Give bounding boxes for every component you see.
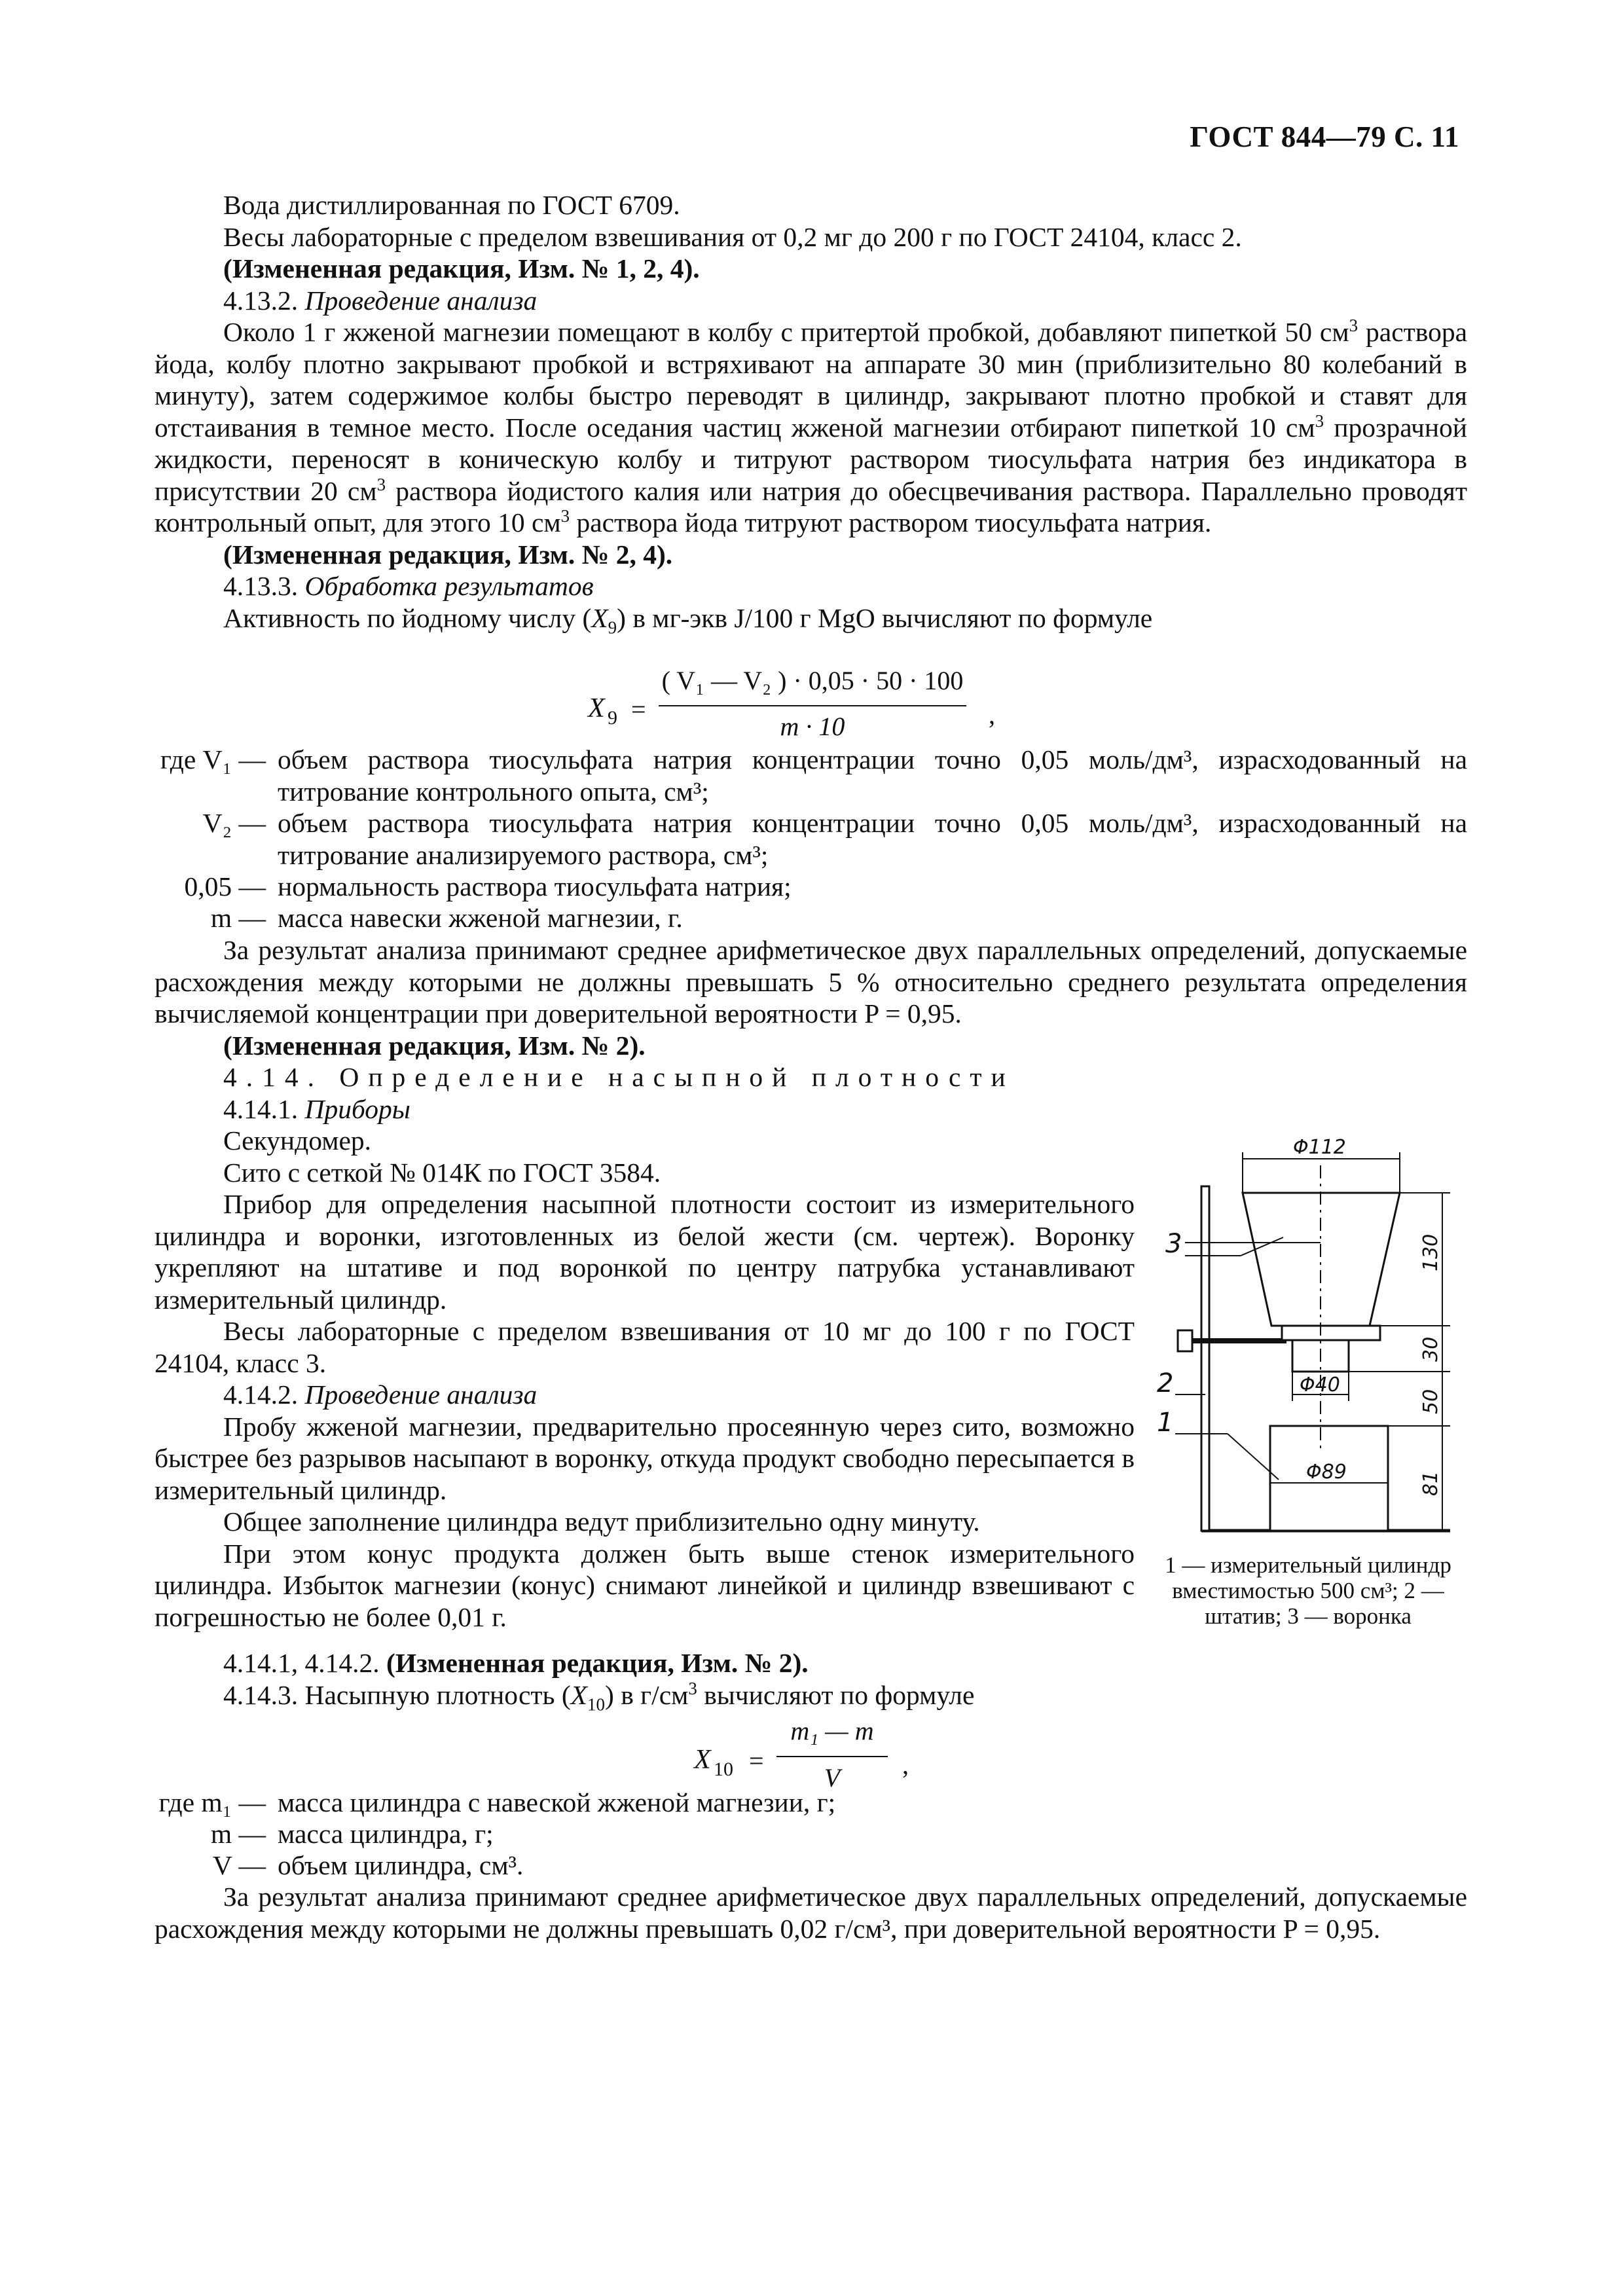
subsection-heading: 4.14.2. Проведение анализа — [223, 1379, 538, 1410]
label-2: 2 — [1157, 1368, 1174, 1398]
section-heading: 4.14. Определение насыпной плотности — [223, 1062, 1015, 1092]
apparatus-drawing — [1149, 1126, 1470, 1545]
paragraph: Общее заполнение цилиндра ведут приблизительно одну минуту. — [223, 1506, 980, 1537]
paragraph: Вода дистиллированная по ГОСТ 6709. — [223, 190, 680, 220]
variables-list-2: где m₁ — масса цилиндра с навеской жженой магнезии, г; m — масса цилиндра, г; V — объем цилиндра, см³. — [158, 1787, 836, 1880]
section-4-14-narrow — [155, 1125, 1135, 1633]
formula-numerator: ( V₁ — V₂ ) · 0,05 · 50 · 100 — [661, 666, 964, 695]
dim-phi40: Φ40 — [1300, 1374, 1340, 1396]
dim-phi89: Φ89 — [1306, 1461, 1347, 1484]
section-4-13-block — [155, 189, 1467, 637]
dim-130: 130 — [1419, 1233, 1442, 1271]
formula-numerator: m₁ — m — [790, 1716, 874, 1745]
paragraph: Секундомер. — [223, 1125, 372, 1156]
fraction-bar — [659, 705, 966, 706]
dim-50: 50 — [1419, 1389, 1442, 1414]
paragraph: Активность по йодному числу $(X_9)$ в мг-экв J/100 г MgO вычисляют по формуле — [223, 602, 1153, 637]
edit-note: 4.14.1, 4.14.2. (Измененная редакция, Изм. № 2). — [223, 1648, 809, 1678]
paragraph: 4.14.3. Насыпную плотность $(X_{10})$ в $г/см^3$ вычисляют по формуле — [223, 1678, 975, 1714]
paragraph: За результат анализа принимают среднее арифметическое двух параллельных определений, допускаемые расхождения между которыми не должны превышать 0,02 г/см³, при доверительной вероятности P = 0,95. — [155, 1882, 1467, 1944]
section-4-14-3-block — [155, 1647, 1467, 1714]
result-block-2 — [155, 1881, 1467, 1944]
paragraph: Пробу жженой магнезии, предварительно просеянную через сито, возможно быстрее без разрывов насыпают в воронку, откуда продукт свободно пересыпается в измерительный цилиндр. — [155, 1411, 1135, 1505]
result-block-1 — [155, 934, 1467, 1125]
dim-30: 30 — [1419, 1336, 1442, 1362]
variables-list-1: где V₁ — объем раствора тиосульфата натрия концентрации точно 0,05 моль/дм³, израсходованный на титрование контрольного опыта, см³; V₂ — объем раствора тиосульфата натрия концентрации точно 0,05 моль/дм³, израсходованный на титрование анализируемого раствора, см³; 0,05 — нормальность раствора тиосульфата натрия; m — масса навески жженой магнезии, г. — [160, 744, 1467, 933]
paragraph: Прибор для определения насыпной плотности состоит из измерительного цилиндра и воронки, изготовленных из белой жести (см. чертеж). Воронку укрепляют на штативе и под воронкой по центру патрубка устанавливают измерительный цилиндр. — [155, 1189, 1135, 1315]
formula-denominator: m · 10 — [780, 712, 845, 741]
paragraph: Около 1 г жженой магнезии помещают в колбу с притертой пробкой, добавляют пипеткой 50 $см^3$ раствора йода, колбу плотно закрывают пробкой и встряхивают на аппарате 30 мин (приблизительно 80 колебаний в минуту), затем содержимое колбы быстро переводят в цилиндр, закрывают плотно пробкой и ставят для отстаивания в темное место. После оседания частиц жженой магнезии отбирают пипеткой 10 $см^3$ прозрачной жидкости, переносят в коническую колбу и титруют раствором тиосульфата натрия без индикатора в присутствии 20 $см^3$ раствора йодистого калия или натрия до обесцвечивания раствора. Параллельно проводят контрольный опыт, для этого 10 $см^3$ раствора йода титруют раствором тиосульфата натрия. — [155, 316, 1467, 538]
edit-note: (Измененная редакция, Изм. № 2). — [223, 1030, 646, 1061]
paragraph: Весы лабораторные с пределом взвешивания от 10 мг до 100 г по ГОСТ 24104, класс 3. — [155, 1316, 1135, 1378]
edit-note: (Измененная редакция, Изм. № 1, 2, 4). — [223, 253, 700, 283]
paragraph: При этом конус продукта должен быть выше стенок измерительного цилиндра. Избыток магнезии (конус) снимают линейкой и цилиндр взвешивают с погрешностью не более 0,01 г. — [155, 1538, 1135, 1632]
paragraph: За результат анализа принимают среднее арифметическое двух параллельных определений, допускаемые расхождения между которыми не должны превышать 5 % относительно среднего результата определения вычисляемой концентрации при доверительной вероятности P = 0,95. — [155, 935, 1467, 1029]
label-3: 3 — [1165, 1229, 1182, 1259]
subsection-heading: 4.13.2. Проведение анализа — [223, 285, 538, 316]
dim-81: 81 — [1419, 1470, 1442, 1496]
subsection-heading: 4.14.1. Приборы — [223, 1093, 410, 1124]
dim-phi112: Φ112 — [1293, 1136, 1346, 1159]
page-header: ГОСТ 844—79 С. 11 — [1190, 120, 1459, 153]
paragraph: Сито с сеткой № 014К по ГОСТ 3584. — [223, 1157, 661, 1188]
formula-x9: X 9 = ( V₁ — V₂ ) · 0,05 · 50 · 100 m · 10 , — [588, 666, 995, 741]
drawing-caption: 1 — измерительный цилиндр вместимостью 500 см³; 2 — штатив; 3 — воронка — [1165, 1552, 1451, 1629]
fraction-bar — [776, 1756, 888, 1757]
formula-denominator: V — [824, 1763, 841, 1793]
subsection-heading: 4.13.3. Обработка результатов — [223, 571, 594, 601]
label-1: 1 — [1157, 1408, 1174, 1438]
edit-note: (Измененная редакция, Изм. № 2, 4). — [223, 539, 673, 570]
formula-x10: X 10 = m₁ — m V , — [694, 1716, 909, 1793]
paragraph: Весы лабораторные с пределом взвешивания от 0,2 мг до 200 г по ГОСТ 24104, класс 2. — [223, 221, 1242, 252]
